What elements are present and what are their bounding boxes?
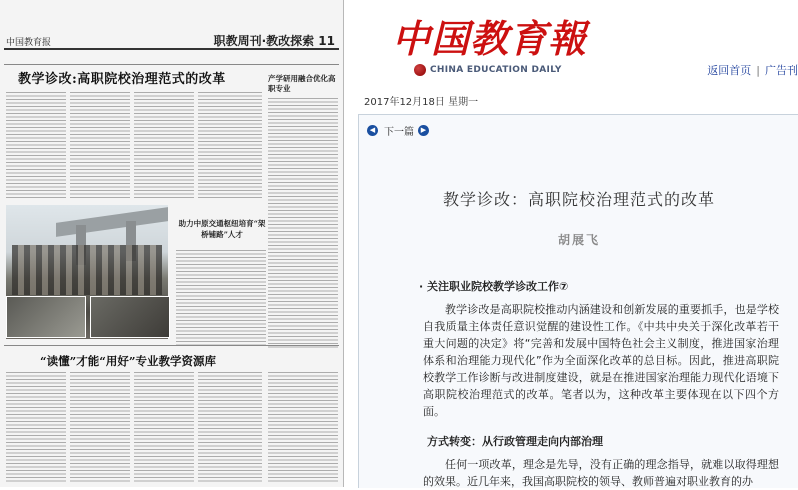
newspaper-photo-small [90, 296, 170, 338]
issue-date: 2017年12月18日 星期一 [364, 97, 479, 108]
newspaper-side-title[interactable]: 产学研用融合优化高职专业 [268, 74, 336, 93]
article-title: 教学诊改：高职院校治理范式的改革 [442, 190, 715, 209]
section-heading: 方式转变：从行政管理走向内部治理 [427, 435, 603, 448]
newspaper-text-column [134, 92, 194, 200]
newspaper-text-column [6, 92, 66, 200]
newspaper-mid-title[interactable]: 助力中原交通枢纽培育“架桥铺路”人才 [178, 219, 266, 239]
newspaper-logo: 中国教育报 [6, 38, 52, 48]
newspaper-headline[interactable]: 教学诊改:高职院校治理范式的改革 [18, 72, 226, 87]
nav-ads-link[interactable]: 广告刊 [765, 64, 798, 77]
article-pager [367, 123, 429, 138]
nav-home-link[interactable]: 返回首页 [707, 64, 752, 77]
newspaper-rule [4, 64, 339, 65]
next-article-link[interactable]: 下一篇 [384, 127, 414, 138]
section-heading: · 关注职业院校教学诊改工作⑦ [419, 280, 569, 293]
newspaper-text-column [134, 372, 194, 484]
article-content [358, 114, 798, 488]
article-paragraph: 任何一项改革，理念是先导，没有正确的理念指导，就难以取得理想的效果。近几年来，我国高职院校的领导、教师普遍对职业教育的办 [423, 458, 779, 488]
arrow-right-icon[interactable]: ▶ [418, 125, 429, 136]
date-bar [344, 88, 798, 110]
nav-separator: | [756, 64, 760, 77]
newspaper-page-title: 职教周刊·教改探索 11 [213, 34, 335, 48]
newspaper-masthead [4, 34, 339, 50]
site-logo-subtitle [414, 64, 562, 76]
article-author: 胡展飞 [557, 233, 600, 247]
site-header [344, 0, 798, 86]
newspaper-text-column [70, 372, 130, 484]
site-logo[interactable]: 中国教育報 [392, 16, 588, 61]
article-paragraph: 教学诊改是高职院校推动内涵建设和创新发展的重要抓手，也是学校自我质量主体责任意识觉醒的建设性工作。《中共中央关于深化改革若干重大问题的决定》将“完善和发展中国特色社会主义制度，推进国家治理体系和治理能力现代化”作为全面深化改革的总目标。因此，推进高职院校教学工作诊断与改进制度建设，就是在推进国家治理能力现代化语境下高职院校治理范式的改革。笔者以为，这种改革主要体现在以下四个方面。 [423, 303, 779, 418]
top-nav [707, 62, 798, 78]
newspaper-photo-small [6, 296, 86, 338]
newspaper-bottom-headline[interactable]: “读懂”才能“用好”专业教学资源库 [40, 354, 216, 368]
globe-icon [414, 64, 426, 76]
newspaper-text-column [70, 92, 130, 200]
newspaper-page-image[interactable] [0, 0, 344, 487]
site-logo-english: CHINA EDUCATION DAILY [430, 65, 562, 75]
article-panel [344, 0, 798, 487]
newspaper-text-column [6, 372, 66, 484]
newspaper-text-column [268, 98, 338, 348]
newspaper-text-column [268, 372, 338, 484]
newspaper-rule [4, 345, 339, 346]
newspaper-text-column [176, 250, 266, 348]
newspaper-text-column [198, 372, 262, 484]
arrow-left-icon[interactable]: ◀ [367, 125, 378, 136]
newspaper-text-column [198, 92, 262, 200]
